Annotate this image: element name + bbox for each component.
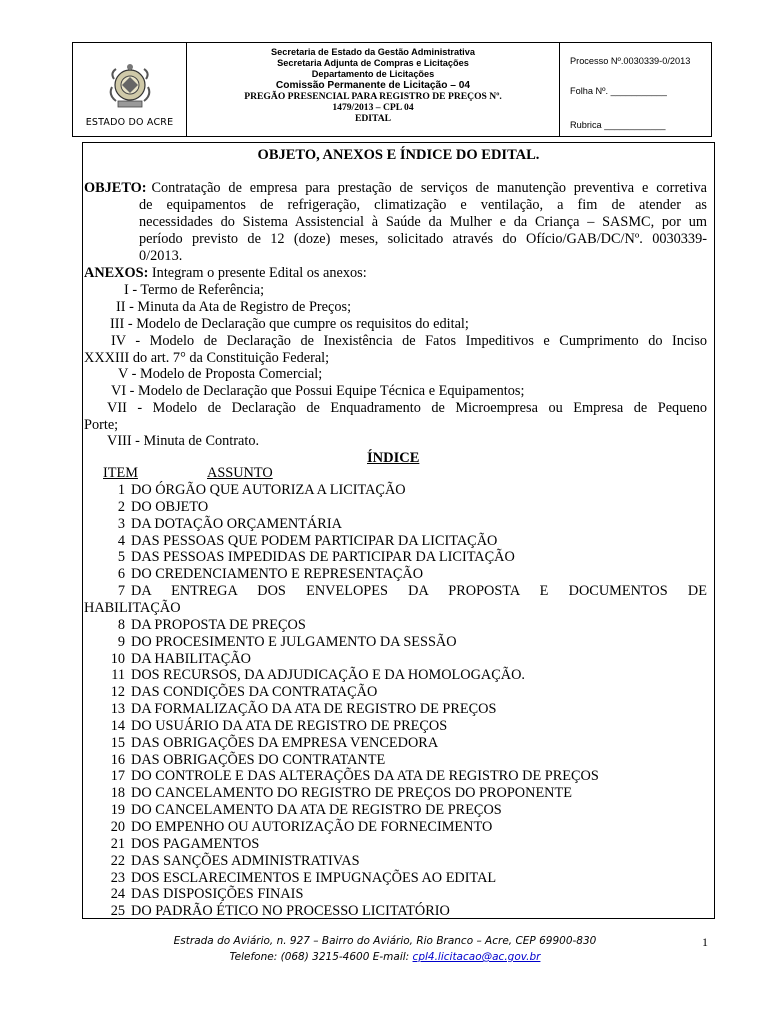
header-line-pregao: PREGÃO PRESENCIAL PARA REGISTRO DE PREÇOS Nº. — [244, 91, 502, 102]
indice-row — [103, 802, 502, 819]
state-label: ESTADO DO ACRE — [85, 117, 174, 128]
indice-row-title: DO CREDENCIAMENTO E REPRESENTAÇÃO — [131, 566, 424, 583]
header-line-edital: EDITAL — [354, 113, 392, 124]
indice-row-number: 20 — [110, 819, 125, 835]
indice-row — [103, 768, 599, 785]
section-title: OBJETO, ANEXOS E ÍNDICE DO EDITAL. — [257, 147, 540, 163]
indice-row-title: DAS PESSOAS IMPEDIDAS DE PARTICIPAR DA LICITAÇÃO — [131, 549, 515, 566]
indice-row-title: DA FORMALIZAÇÃO DA ATA DE REGISTRO DE PREÇOS — [131, 701, 497, 718]
indice-row — [103, 617, 306, 634]
folha-field: Folha Nº. ___________ — [570, 86, 667, 96]
indice-row-number: 11 — [111, 667, 125, 684]
indice-row-title: DA PROPOSTA DE PREÇOS — [131, 616, 306, 633]
indice-row-title: DAS PESSOAS QUE PODEM PARTICIPAR DA LICITAÇÃO — [131, 532, 498, 549]
anexos-intro: ANEXOS: Integram o presente Edital os anexos: — [84, 265, 367, 281]
document-header — [72, 42, 712, 137]
indice-row — [103, 718, 447, 735]
processo-number: Processo Nº.0030339-0/2013 — [570, 56, 691, 66]
anexo-item-vii-cont: Porte; — [84, 417, 119, 433]
indice-row-title: DO OBJETO — [131, 498, 209, 515]
indice-row-title: DAS OBRIGAÇÕES DA EMPRESA VENCEDORA — [131, 734, 439, 751]
indice-row-number: 3 — [117, 515, 125, 532]
rubrica-field: Rubrica ____________ — [570, 120, 666, 130]
anexo-item-viii: VIII - Minuta de Contrato. — [107, 433, 260, 449]
indice-row-number: 24 — [110, 886, 125, 903]
footer-address: Estrada do Aviário, n. 927 – Bairro do Aviário, Rio Branco – Acre, CEP 69900-830 — [173, 935, 597, 947]
indice-row-number: 6 — [117, 566, 125, 583]
header-logo-cell — [73, 43, 187, 136]
footer-contact — [0, 951, 770, 963]
indice-col-item: ITEM — [103, 465, 138, 481]
indice-row — [103, 499, 208, 516]
indice-row-number: 2 — [117, 498, 125, 515]
header-line-comissao: Comissão Permanente de Licitação – 04 — [275, 80, 471, 91]
indice-row — [103, 482, 406, 499]
indice-row-number: 9 — [117, 633, 125, 650]
anexo-item-i: I - Termo de Referência; — [124, 282, 265, 298]
indice-row-title: HABILITAÇÃO — [84, 599, 181, 616]
header-line-numero: 1479/2013 – CPL 04 — [332, 102, 414, 113]
indice-row-title: DAS DISPOSIÇÕES FINAIS — [131, 886, 304, 903]
indice-row — [103, 836, 259, 853]
objeto-line-2: de equipamentos de refrigeração, climatização e ventilação, a fim de atender as — [139, 197, 707, 213]
indice-row-number: 1 — [117, 482, 125, 498]
anexo-item-ii: II - Minuta da Ata de Registro de Preços; — [116, 299, 352, 315]
objeto-line-3: necessidades do Sistema Assistencial à Saúde da Mulher e da Criança – SASMC, por um — [139, 214, 707, 230]
indice-row — [103, 735, 438, 752]
anexos-label: ANEXOS: — [84, 265, 149, 281]
anexo-item-iii: III - Modelo de Declaração que cumpre os requisitos do edital; — [110, 316, 469, 332]
anexo-item-iv: IV - Modelo de Declaração de Inexistência de Fatos Impeditivos e Cumprimento do Inciso — [111, 333, 707, 349]
indice-row-title: DAS SANÇÕES ADMINISTRATIVAS — [131, 852, 360, 869]
indice-row-number: 23 — [110, 869, 125, 886]
indice-row-number: 21 — [110, 835, 125, 852]
indice-row — [103, 583, 707, 600]
indice-row-title: DO EMPENHO OU AUTORIZAÇÃO DE FORNECIMENTO — [131, 819, 493, 835]
indice-row — [103, 533, 497, 550]
indice-row-number: 10 — [110, 650, 125, 667]
indice-row-title: DA ENTREGA DOS ENVELOPES DA PROPOSTA E DOCUMENTOS DE — [131, 583, 707, 600]
indice-row — [84, 600, 181, 617]
indice-row — [103, 566, 423, 583]
objeto-line-5: 0/2013. — [139, 248, 183, 264]
header-process-cell — [560, 43, 711, 136]
indice-row-number: 15 — [110, 734, 125, 751]
objeto-label: OBJETO: — [84, 180, 147, 196]
indice-row-number: 13 — [110, 701, 125, 718]
indice-row — [103, 886, 303, 903]
indice-row — [103, 634, 457, 651]
indice-row-number: 8 — [117, 616, 125, 633]
indice-row-number: 19 — [110, 802, 125, 819]
indice-row-number: 16 — [110, 751, 125, 768]
indice-row — [103, 903, 450, 920]
header-line-departamento: Departamento de Licitações — [311, 69, 435, 79]
indice-row-number: 18 — [110, 785, 125, 802]
indice-row-title: DOS PAGAMENTOS — [131, 835, 260, 852]
indice-row-title: DAS OBRIGAÇÕES DO CONTRATANTE — [131, 751, 386, 768]
indice-row-title: DO USUÁRIO DA ATA DE REGISTRO DE PREÇOS — [131, 717, 448, 734]
indice-row — [103, 684, 377, 701]
page-number: 1 — [702, 935, 708, 949]
indice-row-title: DO PROCESIMENTO E JULGAMENTO DA SESSÃO — [131, 633, 457, 650]
indice-row-title: DO CANCELAMENTO DO REGISTRO DE PREÇOS DO PROPONENTE — [131, 785, 572, 802]
indice-row — [103, 667, 525, 684]
indice-row — [103, 819, 492, 836]
indice-row-title: DO ÓRGÃO QUE AUTORIZA A LICITAÇÃO — [131, 482, 406, 498]
indice-row — [103, 785, 572, 802]
indice-row-title: DA HABILITAÇÃO — [131, 650, 251, 667]
indice-row-number: 25 — [110, 903, 125, 920]
objeto-line-1: OBJETO: Contratação de empresa para prestação de serviços de manutenção preventiva e corretiva — [84, 180, 707, 196]
anexo-item-vii: VII - Modelo de Declaração de Enquadramento de Microempresa ou Empresa de Pequeno — [107, 400, 707, 416]
indice-row — [103, 549, 515, 566]
indice-row-number: 14 — [110, 717, 125, 734]
anexo-item-vi: VI - Modelo de Declaração que Possui Equipe Técnica e Equipamentos; — [111, 383, 525, 399]
header-line-secretaria: Secretaria de Estado da Gestão Administrativa — [271, 47, 475, 57]
indice-row-title: DAS CONDIÇÕES DA CONTRATAÇÃO — [131, 684, 378, 701]
indice-row-title: DO CANCELAMENTO DA ATA DE REGISTRO DE PREÇOS — [131, 802, 502, 819]
indice-row-title: DO PADRÃO ÉTICO NO PROCESSO LICITATÓRIO — [131, 903, 450, 920]
indice-row — [103, 870, 496, 887]
indice-row-number: 4 — [117, 532, 125, 549]
indice-row-title: DOS ESCLARECIMENTOS E IMPUGNAÇÕES AO EDITAL — [131, 869, 497, 886]
coat-of-arms-logo — [106, 63, 154, 113]
header-line-adjunta: Secretaria Adjunta de Compras e Licitações — [277, 58, 469, 68]
indice-row — [103, 516, 342, 533]
header-agency-cell — [187, 43, 560, 136]
indice-row-number: 22 — [110, 852, 125, 869]
indice-title: ÍNDICE — [367, 450, 420, 466]
anexo-item-iv-cont: XXXIII do art. 7° da Constituição Federal; — [84, 350, 330, 366]
indice-row-title: DO CONTROLE E DAS ALTERAÇÕES DA ATA DE REGISTRO DE PREÇOS — [131, 768, 599, 785]
anexo-item-v: V - Modelo de Proposta Comercial; — [118, 366, 323, 382]
indice-row-number: 12 — [110, 684, 125, 701]
indice-row-number: 5 — [117, 549, 125, 566]
indice-row — [103, 651, 251, 668]
indice-row — [103, 853, 360, 870]
indice-row — [103, 701, 496, 718]
indice-col-assunto: ASSUNTO — [207, 465, 273, 481]
indice-row-title: DOS RECURSOS, DA ADJUDICAÇÃO E DA HOMOLOGAÇÃO. — [131, 667, 526, 684]
footer-email-link[interactable]: cpl4.licitacao@ac.gov.br — [412, 951, 541, 963]
footer-phone: Telefone: (068) 3215-4600 E-mail: — [229, 951, 410, 963]
indice-row-number: 7 — [117, 583, 125, 600]
indice-row-title: DA DOTAÇÃO ORÇAMENTÁRIA — [131, 515, 342, 532]
indice-row-number: 17 — [110, 768, 125, 785]
indice-row — [103, 752, 385, 769]
objeto-line-4: período previsto de 12 (doze) meses, solicitado através do Ofício/GAB/DC/Nº. 0030339- — [139, 231, 707, 247]
